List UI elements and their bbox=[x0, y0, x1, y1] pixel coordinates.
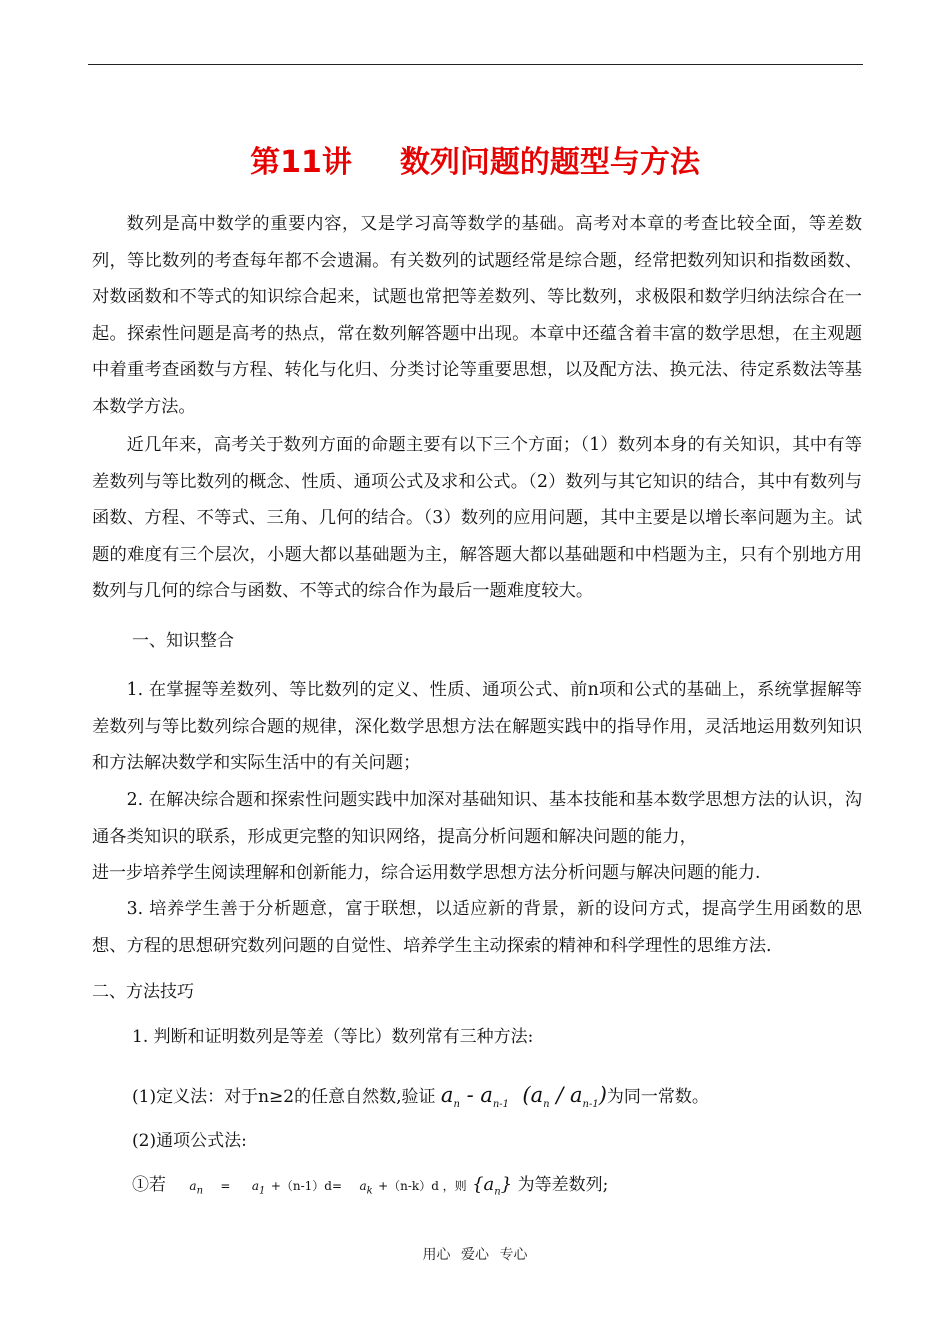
lecture-topic: 数列问题的题型与方法 bbox=[399, 145, 700, 180]
header-rule bbox=[88, 64, 863, 65]
knowledge-item-2: 2. 在解决综合题和探索性问题实践中加深对基础知识、基本技能和基本数学思想方法的认识，沟通各类知识的联系，形成更完整的知识网络，提高分析问题和解决问题的能力， bbox=[92, 790, 862, 847]
arithmetic-condition: ①若 $a_n = a_1 +(n-1)d= a_k +(n-k)d$ ，则 $\{a_n\}$ 为等差数列; bbox=[132, 1174, 609, 1198]
definition-method bbox=[132, 1080, 907, 1120]
condition-mid-1: +（n-1）d= bbox=[270, 1179, 343, 1193]
knowledge-item-1: 1. 在掌握等差数列、等比数列的定义、性质、通项公式、前n项和公式的基础上，系统掌握解等差数列与等比数列综合题的规律，深化数学思想方法在解题实践中的指导作用，灵活地运用数列知识和方法解决数学和实际生活中的有关问题； bbox=[92, 680, 862, 774]
intro-paragraph-2: 近几年来，高考关于数列方面的命题主要有以下三个方面；（1）数列本身的有关知识，其中有等差数列与等比数列的概念、性质、通项公式及求和公式。（2）数列与其它知识的结合，其中有数列与函数、方程、不等式、三角、几何的结合。（3）数列的应用问题，其中主要是以增长率问题为主。试题的难度有三个层次，小题大都以基础题为主，解答题大都以基础题和中档题为主，只有个别地方用数列与几何的综合与函数、不等式的综合作为最后一题难度较大。 bbox=[92, 435, 862, 602]
condition-prefix: ①若 bbox=[132, 1175, 166, 1195]
general-term-method-heading: (2)通项公式法: bbox=[132, 1131, 247, 1151]
lecture-number: 第11讲 bbox=[250, 145, 352, 180]
definition-method-suffix: 为同一常数。 bbox=[606, 1087, 709, 1107]
page-footer: 用心 爱心 专心 bbox=[422, 1247, 528, 1263]
knowledge-item-2-continuation: 进一步培养学生阅读理解和创新能力，综合运用数学思想方法分析问题与解决问题的能力. bbox=[92, 863, 761, 883]
sequence-an: $\{a_n\}$ bbox=[472, 1174, 513, 1198]
condition-suffix: 为等差数列; bbox=[517, 1175, 609, 1195]
knowledge-item-3: 3. 培养学生善于分析题意，富于联想，以适应新的背景，新的设问方式，提高学生用函数的思想、方程的思想研究数列问题的自觉性、培养学生主动探索的精神和科学理性的思维方法. bbox=[92, 899, 862, 956]
methods-item-1: 1. 判断和证明数列是等差（等比）数列常有三种方法: bbox=[132, 1027, 534, 1047]
term-a1: $a_1$ bbox=[251, 1179, 266, 1197]
difference-formula: $a_n - a_{n-1}$ $(a_n / a_{n-1})$ bbox=[440, 1083, 607, 1111]
definition-method-prefix: (1)定义法：对于n≥2的任意自然数,验证 bbox=[132, 1087, 436, 1107]
page-title bbox=[0, 143, 950, 183]
intro-paragraph-1: 数列是高中数学的重要内容，又是学习高等数学的基础。高考对本章的考查比较全面，等差数列，等比数列的考查每年都不会遗漏。有关数列的试题经常是综合题，经常把数列知识和指数函数、对数函数和不等式的知识综合起来，试题也常把等差数列、等比数列，求极限和数学归纳法综合在一起。探索性问题是高考的热点，常在数列解答题中出现。本章中还蕴含着丰富的数学思想，在主观题中着重考查函数与方程、转化与化归、分类讨论等重要思想，以及配方法、换元法、待定系数法等基本数学方法。 bbox=[92, 214, 862, 417]
section-heading-methods: 二、方法技巧 bbox=[92, 982, 194, 1002]
section-heading-knowledge: 一、知识整合 bbox=[132, 631, 234, 651]
term-ak: $a_k$ bbox=[359, 1179, 373, 1197]
condition-mid-2: +（n-k）d ，则 bbox=[378, 1179, 467, 1193]
term-an: $a_n$ bbox=[189, 1179, 204, 1197]
